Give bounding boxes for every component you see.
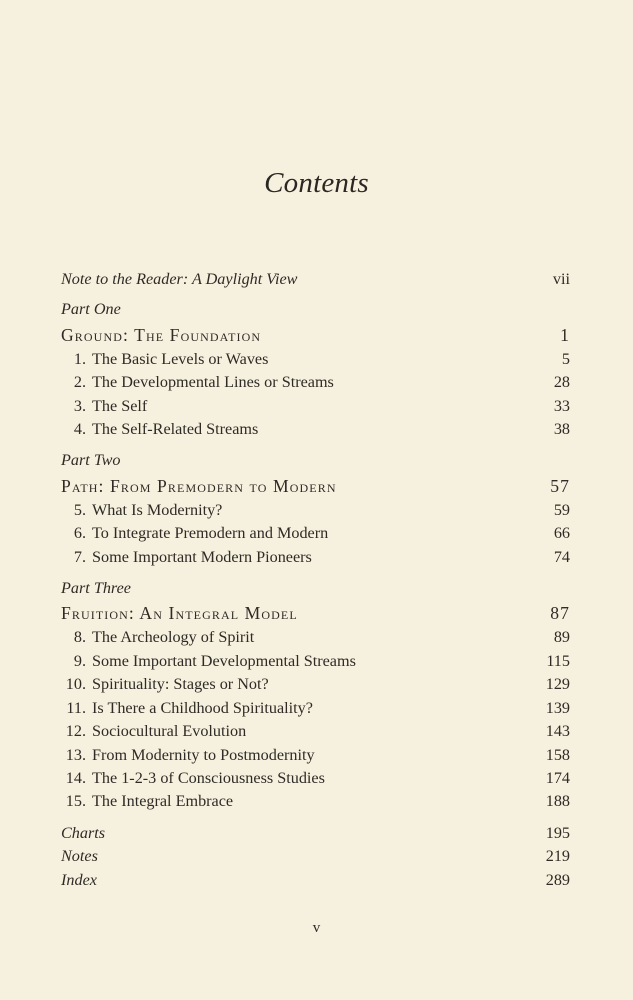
part-label: Part One: [61, 300, 121, 319]
chapter-page: 33: [553, 396, 570, 415]
page-title: Contents: [264, 167, 369, 199]
chapter-number: 11.: [66, 698, 86, 717]
chapter-title: Sociocultural Evolution: [92, 722, 247, 741]
part-page: 57: [550, 475, 570, 496]
chapter-page: 174: [545, 768, 570, 787]
toc-back-matter: [61, 869, 570, 892]
toc-chapter: [61, 395, 570, 418]
toc-chapter: [61, 697, 570, 720]
chapter-number: 10.: [65, 675, 86, 694]
chapter-page: 143: [545, 722, 570, 741]
toc-chapter: [61, 673, 570, 696]
chapter-page: 38: [553, 420, 570, 439]
chapter-page: 115: [546, 651, 570, 670]
part-label: Part Two: [61, 451, 121, 470]
chapter-page: 89: [553, 628, 570, 647]
chapter-title: The Archeology of Spirit: [92, 628, 255, 647]
toc-entry-page: vii: [552, 270, 570, 288]
back-matter-page: 195: [545, 823, 570, 842]
chapter-number: 6.: [73, 524, 86, 543]
chapter-page: 129: [545, 675, 570, 694]
back-matter-label: Index: [61, 870, 97, 889]
toc-chapter: [61, 626, 570, 649]
chapter-title: Is There a Childhood Spirituality?: [92, 698, 313, 717]
chapter-number: 12.: [65, 722, 86, 741]
chapter-title: The Integral Embrace: [92, 792, 234, 811]
chapter-page: 5: [561, 349, 570, 368]
toc-chapter: [61, 767, 570, 790]
chapter-title: The 1-2-3 of Consciousness Studies: [92, 768, 325, 787]
chapter-page: 59: [553, 500, 570, 519]
toc-chapter: [61, 371, 570, 394]
chapter-page: 188: [545, 792, 570, 811]
chapter-number: 1.: [73, 349, 86, 368]
chapter-number: 14.: [65, 768, 86, 787]
part-page: 87: [550, 603, 570, 624]
chapter-title: What Is Modernity?: [92, 500, 223, 519]
chapter-number: 8.: [73, 628, 86, 647]
chapter-title: To Integrate Premodern and Modern: [92, 524, 329, 543]
toc-chapter: [61, 418, 570, 441]
back-matter-label: Notes: [61, 847, 98, 866]
chapter-title: The Developmental Lines or Streams: [92, 373, 334, 392]
toc-chapter: [61, 720, 570, 743]
chapter-page: 28: [553, 373, 570, 392]
toc-back-matter: [61, 845, 570, 868]
chapter-title: The Self-Related Streams: [92, 420, 259, 439]
chapter-title: Some Important Modern Pioneers: [92, 547, 312, 566]
table-of-contents: [61, 268, 570, 892]
chapter-page: 158: [545, 745, 570, 764]
chapter-number: 7.: [73, 547, 86, 566]
toc-chapter: [61, 650, 570, 673]
part-heading: [61, 600, 570, 626]
toc-chapter: [61, 348, 570, 371]
toc-chapter: [61, 522, 570, 545]
part-label: Part Three: [61, 579, 131, 598]
part-heading: [61, 473, 570, 499]
chapter-title: From Modernity to Postmodernity: [92, 745, 315, 764]
chapter-number: 5.: [73, 500, 86, 519]
part-title: Fruition: An Integral Model: [61, 603, 298, 624]
chapter-number: 2.: [73, 373, 86, 392]
toc-chapter: [61, 744, 570, 767]
part-heading: [61, 322, 570, 348]
chapter-page: 66: [553, 524, 570, 543]
toc-back-matter: [61, 822, 570, 845]
toc-chapter: [61, 790, 570, 813]
chapter-title: Some Important Developmental Streams: [92, 651, 356, 670]
chapter-title: The Self: [92, 396, 148, 415]
back-matter-page: 289: [545, 870, 570, 889]
chapter-number: 4.: [73, 420, 86, 439]
chapter-number: 3.: [73, 396, 86, 415]
chapter-title: Spirituality: Stages or Not?: [92, 675, 269, 694]
chapter-number: 9.: [73, 651, 86, 670]
toc-entry-note: [61, 268, 570, 291]
toc-chapter: [61, 499, 570, 522]
toc-entry-label: Note to the Reader: A Daylight View: [61, 270, 298, 288]
back-matter-label: Charts: [61, 823, 106, 842]
page-folio: v: [312, 920, 321, 936]
part-page: 1: [560, 324, 570, 345]
chapter-title: The Basic Levels or Waves: [92, 349, 269, 368]
toc-chapter: [61, 546, 570, 569]
back-matter-page: 219: [545, 847, 570, 866]
part-title: Path: From Premodern to Modern: [61, 475, 337, 496]
chapter-number: 15.: [65, 792, 86, 811]
chapter-number: 13.: [65, 745, 86, 764]
chapter-page: 74: [553, 547, 570, 566]
chapter-page: 139: [545, 698, 570, 717]
part-title: Ground: The Foundation: [61, 324, 262, 345]
